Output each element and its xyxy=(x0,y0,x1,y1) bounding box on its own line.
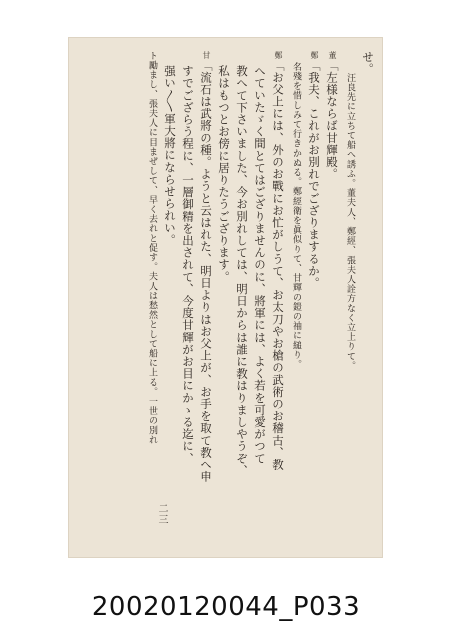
book-page xyxy=(68,37,383,558)
continuation-line-2: 教へて下さいました、今お別れしては、明日からは誰に教はりましやうぞ、 xyxy=(235,64,249,477)
text-line-1: せ。 xyxy=(361,51,375,76)
speaker-mark: 董 xyxy=(328,51,337,60)
dialogue-text: 左様ならば甘輝殿。 xyxy=(325,71,339,181)
speaker-mark: 甘 xyxy=(202,51,211,60)
speaker-mark: 鄭 xyxy=(310,51,319,60)
continuation-line-3: 私はもつとお傍に居りたうござります。 xyxy=(217,64,231,283)
dialogue-line-3: 鄭「お父上には、外のお戰にお忙がしうて、お太刀やお槍の武術のお稽古、教 xyxy=(271,51,285,471)
page-number: 二三 xyxy=(156,503,167,525)
dialogue-line-1: 董「左様ならば甘輝殿。 xyxy=(325,51,339,181)
speaker-mark: 鄭 xyxy=(274,51,283,60)
dialogue-line-2: 鄭「我夫、これがお別れでござりまするか。 xyxy=(307,51,321,290)
image-id-caption: 20020120044_P033 xyxy=(91,592,361,622)
dialogue-text: 流石は武將の種。ようと云はれた、明日よりはお父上が、お手を取て教へ申 xyxy=(199,71,213,483)
stage-direction-3: ト勵まし、張夫人に目まぜして、早く去れと促す。夫人は愁然として船に上る。一世の別れ xyxy=(147,51,157,445)
continuation-line-1: へていたゞく間とてはござりませんのに、將軍には、よく若を可愛がつて xyxy=(253,64,267,465)
dialogue-line-4: 甘「流石は武將の種。ようと云はれた、明日よりはお父上が、お手を取て教へ申 xyxy=(199,51,213,483)
continuation-line-5: 强い〳〵軍大將にならせられい。 xyxy=(163,64,177,246)
dialogue-text: 我夫、これがお別れでござりまするか。 xyxy=(307,71,321,290)
continuation-line-4: すでござらう程に、一層御精を出されて、今度甘輝がお目にかゝる迄に、 xyxy=(181,64,195,465)
vertical-text-block xyxy=(143,51,377,547)
dialogue-text: お父上には、外のお戰にお忙がしうて、お太刀やお槍の武術のお稽古、教 xyxy=(271,71,285,471)
stage-direction-2: 名殘を惜しみて行きかぬる。鄭經衛を眞似りて、甘輝の鎧の袖に縋り。 xyxy=(291,61,301,369)
stage-direction-1: 汪良先に立ちて船へ誘ふ。董夫人、鄭經、張夫人詮方なく立上りて。 xyxy=(345,72,355,371)
